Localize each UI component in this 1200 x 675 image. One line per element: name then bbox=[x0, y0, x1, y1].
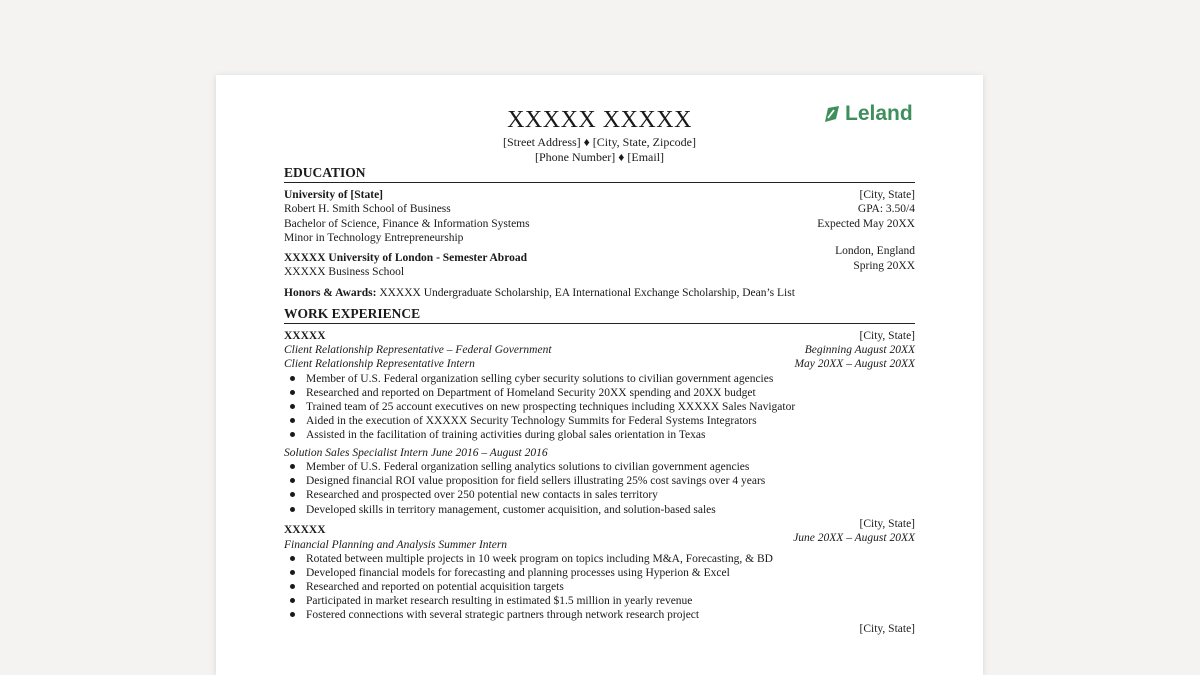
bullet-icon bbox=[290, 584, 295, 589]
bullet-text: Trained team of 25 account executives on new prospecting techniques including XXXXX Sales Navigator bbox=[306, 401, 796, 413]
contact-phone-email: [Phone Number] ♦ [Email] bbox=[534, 150, 665, 164]
bullet-text: Researched and reported on Department of Homeland Security 20XX spending and 20XX budget bbox=[306, 387, 756, 399]
honors-label: Honors & Awards: bbox=[284, 287, 377, 299]
bullet-icon bbox=[290, 432, 295, 437]
candidate-name: XXXXX XXXXX bbox=[507, 107, 692, 133]
school2-school: XXXXX Business School bbox=[284, 266, 405, 278]
bullet-text: Aided in the execution of XXXXX Security Technology Summits for Federal Systems Integrators bbox=[306, 415, 757, 427]
bullet-icon bbox=[290, 404, 295, 409]
school1-gpa: GPA: 3.50/4 bbox=[857, 203, 915, 215]
job1-role1: Client Relationship Representative – Federal Government bbox=[284, 344, 552, 356]
logo-text: Leland bbox=[845, 102, 913, 125]
bullet-text: Developed skills in territory management, customer acquisition, and solution-based sales bbox=[306, 504, 716, 516]
school1-name: University of [State] bbox=[284, 189, 384, 201]
school1-location: [City, State] bbox=[859, 189, 915, 201]
resume-page bbox=[216, 75, 983, 675]
job2-location: [City, State] bbox=[859, 518, 915, 530]
job3-location: [City, State] bbox=[859, 623, 915, 635]
bullet-icon bbox=[290, 418, 295, 423]
bullet-icon bbox=[290, 598, 295, 603]
school2-date: Spring 20XX bbox=[853, 260, 915, 272]
contact-address: [Street Address] ♦ [City, State, Zipcode] bbox=[503, 135, 696, 149]
bullet-text: Developed financial models for forecasting and planning processes using Hyperion & Excel bbox=[306, 567, 730, 579]
bullet-text: Fostered connections with several strategic partners through network research project bbox=[306, 609, 700, 621]
school1-degree: Bachelor of Science, Finance & Information Systems bbox=[284, 218, 530, 230]
bullet-text: Researched and reported on potential acquisition targets bbox=[306, 581, 564, 593]
bullet-text: Designed financial ROI value proposition for field sellers illustrating 25% cost savings over 4 years bbox=[306, 475, 766, 487]
job2-date: June 20XX – August 20XX bbox=[793, 532, 915, 544]
bullet-icon bbox=[290, 390, 295, 395]
bullet-text: Assisted in the facilitation of training activities during global sales orientation in Texas bbox=[306, 429, 706, 441]
honors-text: XXXXX Undergraduate Scholarship, EA International Exchange Scholarship, Dean’s List bbox=[379, 287, 795, 299]
bullet-text: Member of U.S. Federal organization selling analytics solutions to civilian government agencies bbox=[306, 461, 750, 473]
job1-company: XXXXX bbox=[284, 330, 326, 342]
school1-minor: Minor in Technology Entrepreneurship bbox=[284, 232, 464, 244]
school2-name: XXXXX University of London - Semester Abroad bbox=[284, 252, 527, 264]
job1-date2: May 20XX – August 20XX bbox=[794, 358, 915, 370]
bullet-icon bbox=[290, 464, 295, 469]
bullet-icon bbox=[290, 612, 295, 617]
school1-school: Robert H. Smith School of Business bbox=[284, 203, 451, 215]
bullet-text: Participated in market research resulting in estimated $1.5 million in yearly revenue bbox=[306, 595, 693, 607]
experience-heading: WORK EXPERIENCE bbox=[284, 306, 915, 324]
bullet-icon bbox=[290, 507, 295, 512]
bullet-text: Member of U.S. Federal organization selling cyber security solutions to civilian government agencies bbox=[306, 373, 774, 385]
bullet-text: Rotated between multiple projects in 10 week program on topics including M&A, Forecasting, & BD bbox=[306, 553, 773, 565]
job1-date1: Beginning August 20XX bbox=[804, 344, 915, 356]
bullet-icon bbox=[290, 478, 295, 483]
bullet-text: Researched and prospected over 250 potential new contacts in sales territory bbox=[306, 489, 658, 501]
job1-location: [City, State] bbox=[859, 330, 915, 342]
education-heading: EDUCATION bbox=[284, 165, 915, 183]
bullet-icon bbox=[290, 376, 295, 381]
job1-role3: Solution Sales Specialist Intern June 2016 – August 2016 bbox=[284, 447, 548, 459]
job2-role: Financial Planning and Analysis Summer Intern bbox=[284, 539, 508, 551]
school1-date: Expected May 20XX bbox=[817, 218, 915, 230]
bullet-icon bbox=[290, 556, 295, 561]
school2-location: London, England bbox=[835, 245, 915, 257]
bullet-icon bbox=[290, 492, 295, 497]
job2-company: XXXXX bbox=[284, 524, 326, 536]
job1-role2: Client Relationship Representative Intern bbox=[284, 358, 475, 370]
bullet-icon bbox=[290, 570, 295, 575]
